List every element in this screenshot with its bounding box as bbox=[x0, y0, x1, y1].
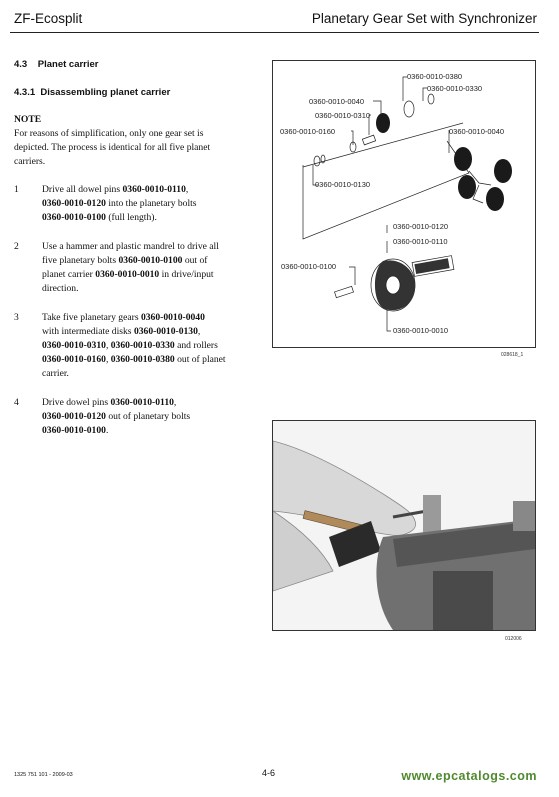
step-line bbox=[42, 254, 267, 268]
part-label: 0360-0010-0330 bbox=[427, 84, 483, 93]
part-number: 0360-0010-0380 bbox=[110, 354, 175, 365]
step-text-segment: into the planetary bolts bbox=[105, 198, 197, 209]
step-line bbox=[42, 410, 267, 424]
part-label: 0360-0010-0160 bbox=[280, 127, 336, 136]
part-number: 0360-0010-0040 bbox=[140, 312, 205, 323]
step-text-segment: , bbox=[185, 184, 189, 195]
step-line bbox=[42, 325, 267, 339]
step-line bbox=[42, 339, 267, 353]
part-label: 0360-0010-0310 bbox=[315, 111, 371, 120]
part-number: 0360-0010-0120 bbox=[42, 198, 106, 209]
exploded-view-figure bbox=[272, 60, 536, 348]
step-text-segment: with intermediate disks bbox=[42, 326, 134, 337]
step-text-segment: out of planetary bolts bbox=[105, 411, 191, 422]
step-line bbox=[42, 367, 267, 381]
step-text bbox=[42, 183, 267, 225]
step-text-segment: Drive all dowel pins bbox=[42, 184, 123, 195]
section-heading: 4.3 Planet carrier bbox=[14, 59, 99, 70]
part-label: 0360-0010-0110 bbox=[393, 237, 448, 246]
part-number: 0360-0010-0100 bbox=[42, 212, 106, 223]
step-text bbox=[42, 396, 267, 438]
step-text-segment: direction. bbox=[42, 283, 79, 294]
step-text-segment: Take five planetary gears bbox=[42, 312, 141, 323]
hammer-vise-photo bbox=[272, 420, 536, 631]
step-line bbox=[42, 240, 267, 254]
doc-number: 1325 751 101 - 2009-03 bbox=[14, 772, 73, 778]
step-text bbox=[42, 311, 267, 381]
step-text-segment: , bbox=[105, 354, 111, 365]
figure-caption: 012006 bbox=[505, 636, 522, 642]
step-line bbox=[42, 424, 267, 438]
step-text-segment: in drive/input bbox=[159, 269, 214, 280]
part-label: 0360-0010-0120 bbox=[393, 222, 449, 231]
step-line bbox=[42, 282, 267, 296]
step-text-segment: (full length). bbox=[105, 212, 157, 223]
part-number: 0360-0010-0310 bbox=[42, 340, 106, 351]
step-text-segment: Drive dowel pins bbox=[42, 397, 111, 408]
step-text-segment: , bbox=[105, 340, 111, 351]
part-label: 0360-0010-0040 bbox=[309, 97, 365, 106]
note-line: depicted. The process is identical for all five planet bbox=[14, 142, 211, 153]
part-number: 0360-0010-0110 bbox=[110, 397, 174, 408]
part-number: 0360-0010-0010 bbox=[95, 269, 160, 280]
step-text-segment: carrier. bbox=[42, 368, 69, 379]
step-line bbox=[42, 268, 267, 282]
part-number: 0360-0010-0110 bbox=[122, 184, 186, 195]
part-label: 0360-0010-0380 bbox=[407, 72, 463, 81]
part-label: 0360-0010-0130 bbox=[315, 180, 371, 189]
figure-caption: 028618_1 bbox=[501, 352, 524, 358]
step-text-segment: out of planet bbox=[174, 354, 226, 365]
step-text-segment: out of bbox=[182, 255, 208, 266]
page-number: 4-6 bbox=[262, 768, 276, 778]
part-number: 0360-0010-0100 bbox=[118, 255, 183, 266]
part-label: 0360-0010-0040 bbox=[449, 127, 505, 136]
step-line bbox=[42, 353, 267, 367]
step-number: 3 bbox=[14, 312, 19, 323]
step-text-segment: planet carrier bbox=[42, 269, 96, 280]
note-line: For reasons of simplification, only one gear set is bbox=[14, 128, 204, 139]
step-text-segment: , bbox=[197, 326, 201, 337]
photo-drawing bbox=[273, 421, 535, 630]
exploded-view-drawing bbox=[273, 61, 535, 347]
step-text-segment: and rollers bbox=[174, 340, 218, 351]
step-line bbox=[42, 211, 267, 225]
step-text bbox=[42, 240, 267, 296]
step-line bbox=[42, 396, 267, 410]
part-number: 0360-0010-0160 bbox=[42, 354, 106, 365]
note-block bbox=[14, 113, 264, 169]
part-label: 0360-0010-0010 bbox=[393, 326, 449, 335]
note-line: carriers. bbox=[14, 156, 46, 167]
step-text-segment: , bbox=[173, 397, 177, 408]
step-line bbox=[42, 311, 267, 325]
part-number: 0360-0010-0100 bbox=[42, 425, 106, 436]
step-text-segment: Use a hammer and plastic mandrel to drive all bbox=[42, 241, 219, 252]
part-number: 0360-0010-0330 bbox=[110, 340, 175, 351]
watermark-link[interactable]: www.epcatalogs.com bbox=[401, 769, 537, 783]
part-number: 0360-0010-0120 bbox=[42, 411, 106, 422]
step-number: 4 bbox=[14, 397, 19, 408]
subsection-heading: 4.3.1 Disassembling planet carrier bbox=[14, 87, 171, 98]
chapter-title: Planetary Gear Set with Synchronizer bbox=[311, 11, 537, 26]
step-text-segment: . bbox=[105, 425, 109, 436]
step-line bbox=[42, 197, 267, 211]
step-line bbox=[42, 183, 267, 197]
part-label: 0360-0010-0100 bbox=[281, 262, 337, 271]
note-label: NOTE bbox=[14, 114, 42, 125]
step-text-segment: five planetary bolts bbox=[42, 255, 119, 266]
manual-title: ZF-Ecosplit bbox=[14, 11, 83, 26]
step-number: 2 bbox=[14, 241, 19, 252]
part-number: 0360-0010-0130 bbox=[133, 326, 198, 337]
header-divider bbox=[10, 32, 539, 33]
step-number: 1 bbox=[14, 184, 19, 195]
